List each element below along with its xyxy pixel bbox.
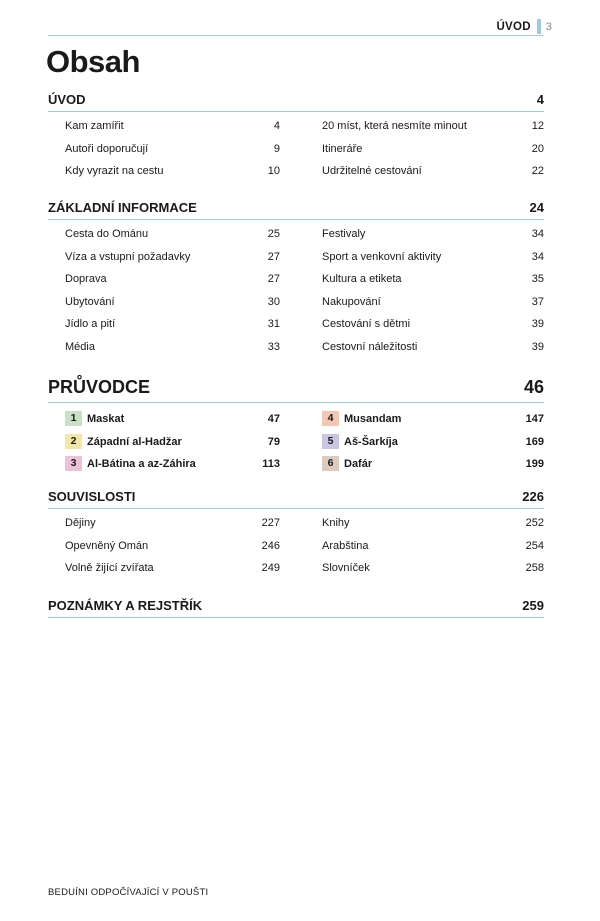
entry-label: Itineráře xyxy=(322,142,363,155)
entry-page: 22 xyxy=(531,165,544,177)
section-page: 24 xyxy=(529,200,544,215)
entry-label: Autoři doporučují xyxy=(65,142,149,155)
entry-page: 9 xyxy=(273,142,280,155)
toc-entry[interactable] xyxy=(322,251,544,274)
entry-label: Cestování s dětmi xyxy=(322,318,411,330)
section-pruvodce xyxy=(48,375,544,470)
toc-entry[interactable] xyxy=(322,228,544,251)
top-rule xyxy=(48,35,543,36)
entry-page: 254 xyxy=(525,539,544,552)
entry-label: Cesta do Ománu xyxy=(65,228,149,240)
section-title: POZNÁMKY A REJSTŘÍK xyxy=(48,598,203,613)
guide-entry[interactable] xyxy=(65,436,280,459)
entry-label: Západní al-Hadžar xyxy=(87,435,182,448)
toc-entry[interactable] xyxy=(322,540,544,563)
section-uvod xyxy=(48,90,544,177)
region-number-badge: 4 xyxy=(322,411,339,426)
entry-label: Knihy xyxy=(322,517,350,529)
toc-entry[interactable] xyxy=(322,120,544,143)
entry-page: 227 xyxy=(261,517,280,529)
toc-entry[interactable] xyxy=(65,540,280,563)
entry-label: Festivaly xyxy=(322,228,366,240)
entry-page: 34 xyxy=(531,228,544,240)
entry-page: 169 xyxy=(525,435,544,448)
entry-label: Média xyxy=(65,340,95,353)
entry-page: 113 xyxy=(262,458,280,470)
section-page: 46 xyxy=(523,377,544,397)
entry-label: Udržitelné cestování xyxy=(322,165,422,177)
entry-page: 258 xyxy=(525,562,544,574)
entry-label: Arabština xyxy=(322,539,369,552)
entry-page: 199 xyxy=(525,458,544,470)
section-header[interactable] xyxy=(48,487,544,509)
toc-entry[interactable] xyxy=(322,296,544,319)
region-number-badge: 2 xyxy=(65,434,82,449)
entry-page: 30 xyxy=(267,295,280,308)
entry-label: Maskat xyxy=(87,413,125,425)
entry-label: Dafár xyxy=(344,458,373,470)
toc-entry[interactable] xyxy=(65,143,280,166)
entry-label: Opevněný Omán xyxy=(65,539,149,552)
entry-page: 35 xyxy=(531,273,544,285)
entry-label: Víza a vstupní požadavky xyxy=(65,250,191,263)
region-number-badge: 5 xyxy=(322,434,339,449)
entry-page: 37 xyxy=(531,295,544,308)
entry-page: 39 xyxy=(531,318,544,330)
entry-page: 34 xyxy=(531,250,544,263)
section-header[interactable] xyxy=(48,596,544,618)
entry-page: 27 xyxy=(267,273,280,285)
section-title: SOUVISLOSTI xyxy=(48,489,136,504)
entry-label: Al-Bátina a az-Záhira xyxy=(87,458,196,470)
entry-label: Volně žijící zvířata xyxy=(65,562,154,574)
entry-label: Nakupování xyxy=(322,295,381,308)
toc-entry[interactable] xyxy=(65,517,280,540)
toc-entry[interactable] xyxy=(322,562,544,585)
entry-label: Kultura a etiketa xyxy=(322,273,402,285)
section-header[interactable] xyxy=(48,375,544,403)
toc-entry[interactable] xyxy=(65,251,280,274)
entry-page: 20 xyxy=(531,142,544,155)
entry-label: Kam zamířit xyxy=(65,120,124,132)
running-head-bar xyxy=(537,19,541,34)
section-title: ZÁKLADNÍ INFORMACE xyxy=(48,200,197,215)
toc-entry[interactable] xyxy=(322,273,544,296)
region-number-badge: 6 xyxy=(322,456,339,471)
page-number: 3 xyxy=(545,20,552,33)
running-head xyxy=(496,19,552,34)
section-page: 259 xyxy=(522,598,544,613)
toc-entry[interactable] xyxy=(322,341,544,364)
toc-entry[interactable] xyxy=(65,228,280,251)
entry-page: 252 xyxy=(525,517,544,529)
entry-label: Jídlo a pití xyxy=(65,318,116,330)
entry-label: Aš-Šarkíja xyxy=(344,435,398,448)
section-page: 226 xyxy=(522,489,544,504)
guide-entry[interactable] xyxy=(65,458,280,481)
entry-label: Doprava xyxy=(65,273,107,285)
section-page: 4 xyxy=(536,92,544,107)
entry-label: Dějiny xyxy=(65,517,96,529)
entry-page: 39 xyxy=(531,340,544,353)
section-title: PRŮVODCE xyxy=(48,377,151,397)
entry-label: Slovníček xyxy=(322,562,370,574)
section-zakladni-informace xyxy=(48,198,544,353)
entry-page: 10 xyxy=(267,165,280,177)
toc-entry[interactable] xyxy=(65,318,280,341)
toc-entry[interactable] xyxy=(65,165,280,188)
entry-label: Cestovní náležitosti xyxy=(322,340,418,353)
entry-page: 147 xyxy=(525,413,544,425)
page-title: Obsah xyxy=(46,44,140,79)
entry-page: 249 xyxy=(261,562,280,574)
toc-entry[interactable] xyxy=(322,318,544,341)
toc-entry[interactable] xyxy=(65,273,280,296)
section-header[interactable] xyxy=(48,198,544,220)
toc-entry[interactable] xyxy=(65,562,280,585)
section-header[interactable] xyxy=(48,90,544,112)
guide-entry[interactable] xyxy=(322,436,544,459)
entry-label: Kdy vyrazit na cestu xyxy=(65,165,164,177)
guide-entry[interactable] xyxy=(322,413,544,436)
entry-label: 20 míst, která nesmíte minout xyxy=(322,120,467,132)
region-number-badge: 3 xyxy=(65,456,82,471)
section-title: ÚVOD xyxy=(48,92,86,107)
entry-label: Sport a venkovní aktivity xyxy=(322,250,442,263)
entry-page: 79 xyxy=(267,435,280,448)
toc-entry[interactable] xyxy=(65,120,280,143)
guide-entry[interactable] xyxy=(322,458,544,481)
entry-label: Ubytování xyxy=(65,295,115,308)
entry-page: 246 xyxy=(261,539,280,552)
toc-entry[interactable] xyxy=(322,165,544,188)
toc-entry[interactable] xyxy=(65,341,280,364)
entry-page: 4 xyxy=(273,120,280,132)
region-number-badge: 1 xyxy=(65,411,82,426)
entry-page: 25 xyxy=(267,228,280,240)
entry-page: 47 xyxy=(267,413,280,425)
section-poznamky-a-rejstrik xyxy=(48,596,544,618)
toc-entry[interactable] xyxy=(322,143,544,166)
entry-page: 27 xyxy=(267,250,280,263)
toc-entry[interactable] xyxy=(65,296,280,319)
entry-page: 31 xyxy=(267,318,280,330)
guide-entry[interactable] xyxy=(65,413,280,436)
entry-label: Musandam xyxy=(344,413,402,425)
running-head-label: ÚVOD xyxy=(496,20,531,33)
section-souvislosti xyxy=(48,487,544,574)
photo-caption: BEDUÍNI ODPOČÍVAJÍCÍ V POUŠTI xyxy=(48,887,209,898)
entry-page: 12 xyxy=(531,120,544,132)
entry-page: 33 xyxy=(267,340,280,353)
toc-entry[interactable] xyxy=(322,517,544,540)
